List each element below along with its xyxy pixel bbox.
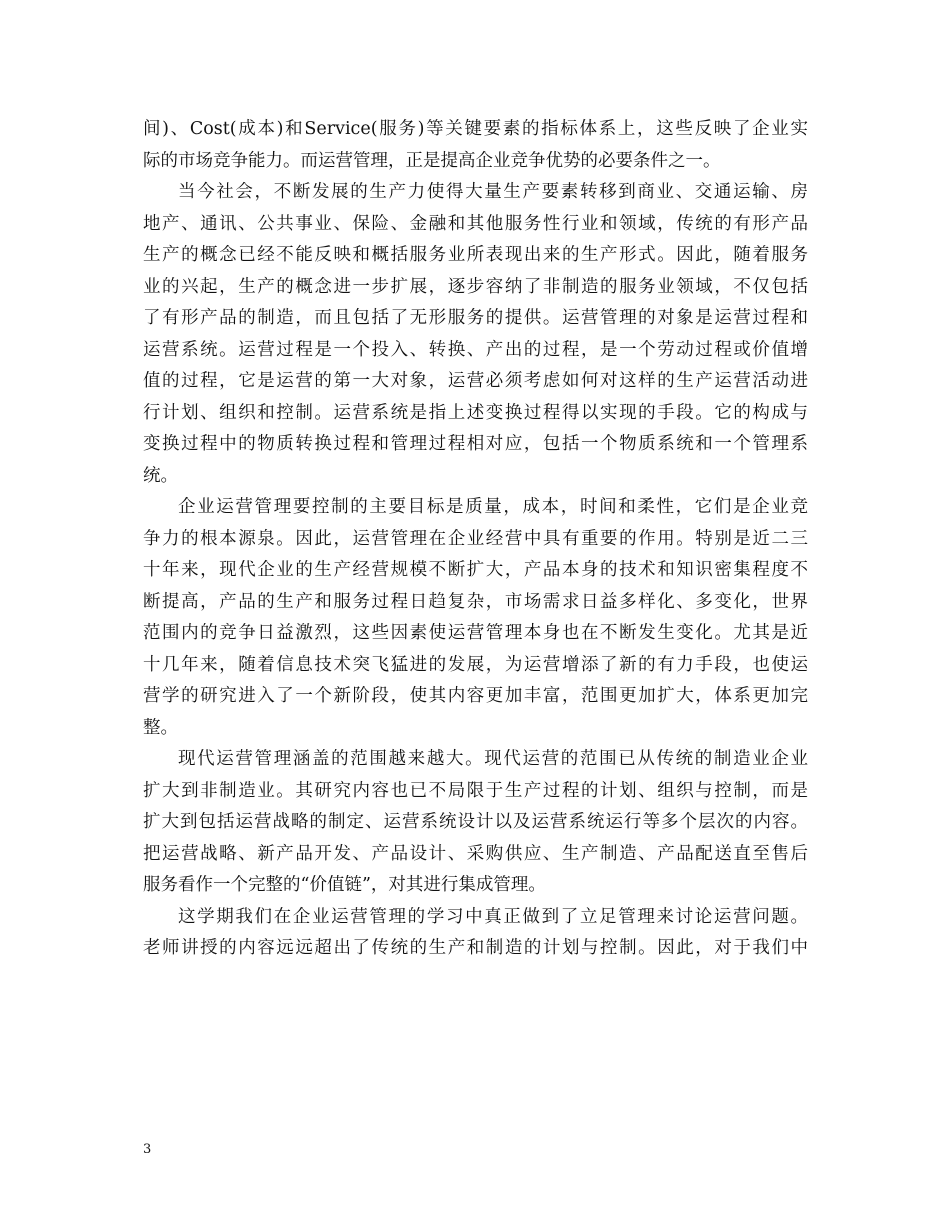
text-line: 整。 — [143, 717, 178, 738]
body-text — [143, 114, 808, 965]
text-line: 企业运营管理要控制的主要目标是质量，成本，时间和柔性，它们是企业竞 — [178, 497, 808, 517]
text-line: 际的市场竞争能力。而运营管理，正是提高企业竞争优势的必要条件之一。 — [143, 150, 721, 171]
text-line: 运营系统。运营过程是一个投入、转换、产出的过程，是一个劳动过程或价值增 — [143, 339, 808, 360]
text-line: 争力的根本源泉。因此，运营管理在企业经营中具有重要的作用。特别是近二三 — [143, 528, 808, 549]
text-line: 变换过程中的物质转换过程和管理过程相对应，包括一个物质系统和一个管理系 — [143, 434, 808, 454]
page-number: 3 — [143, 1142, 152, 1157]
text-line: 扩大到包括运营战略的制定、运营系统设计以及运营系统运行等多个层次的内容。 — [143, 812, 808, 832]
text-line: 扩大到非制造业。其研究内容也已不局限于生产过程的计划、组织与控制，而是 — [143, 780, 808, 801]
text-line: 现代运营管理涵盖的范围越来越大。现代运营的范围已从传统的制造业企业 — [178, 749, 808, 769]
text-line: 营学的研究进入了一个新阶段，使其内容更加丰富，范围更加扩大，体系更加完 — [143, 686, 808, 706]
text-line: 业的兴起，生产的概念进一步扩展，逐步容纳了非制造的服务业领域，不仅包括 — [143, 276, 808, 297]
text-line: 十几年来，随着信息技术突飞猛进的发展，为运营增添了新的有力手段，也使运 — [143, 654, 808, 675]
text-line: 这学期我们在企业运营管理的学习中真正做到了立足管理来讨论运营问题。 — [178, 906, 808, 927]
paragraph — [143, 492, 808, 744]
text-line: 当今社会，不断发展的生产力使得大量生产要素转移到商业、交通运输、房 — [178, 182, 808, 202]
text-line: 生产的概念已经不能反映和概括服务业所表现出来的生产形式。因此，随着服务 — [143, 245, 808, 265]
paragraph — [143, 177, 808, 492]
text-line: 了有形产品的制造，而且包括了无形服务的提供。运营管理的对象是运营过程和 — [143, 308, 808, 328]
text-line: 地产、通讯、公共事业、保险、金融和其他服务性行业和领域，传统的有形产品 — [143, 213, 808, 234]
text-line: 十年来，现代企业的生产经营规模不断扩大，产品本身的技术和知识密集程度不 — [143, 560, 808, 580]
text-line: 统。 — [143, 465, 178, 486]
text-line: 值的过程，它是运营的第一大对象，运营必须考虑如何对这样的生产运营活动进 — [143, 371, 808, 391]
paragraph — [143, 114, 808, 177]
text-line: 间)、Cost(成本)和Service(服务)等关键要素的指标体系上，这些反映了企业实 — [143, 119, 808, 139]
text-line: 行计划、组织和控制。运营系统是指上述变换过程得以实现的手段。它的构成与 — [143, 402, 808, 423]
text-line: 服务看作一个完整的“价值链”，对其进行集成管理。 — [143, 875, 546, 895]
paragraph — [143, 744, 808, 902]
text-line: 把运营战略、新产品开发、产品设计、采购供应、生产制造、产品配送直至售后 — [143, 843, 808, 864]
paragraph — [143, 902, 808, 965]
text-line: 范围内的竞争日益激烈，这些因素使运营管理本身也在不断发生变化。尤其是近 — [143, 623, 808, 643]
text-line: 老师讲授的内容远远超出了传统的生产和制造的计划与控制。因此，对于我们中 — [143, 938, 808, 958]
text-line: 断提高，产品的生产和服务过程日趋复杂，市场需求日益多样化、多变化，世界 — [143, 591, 808, 612]
